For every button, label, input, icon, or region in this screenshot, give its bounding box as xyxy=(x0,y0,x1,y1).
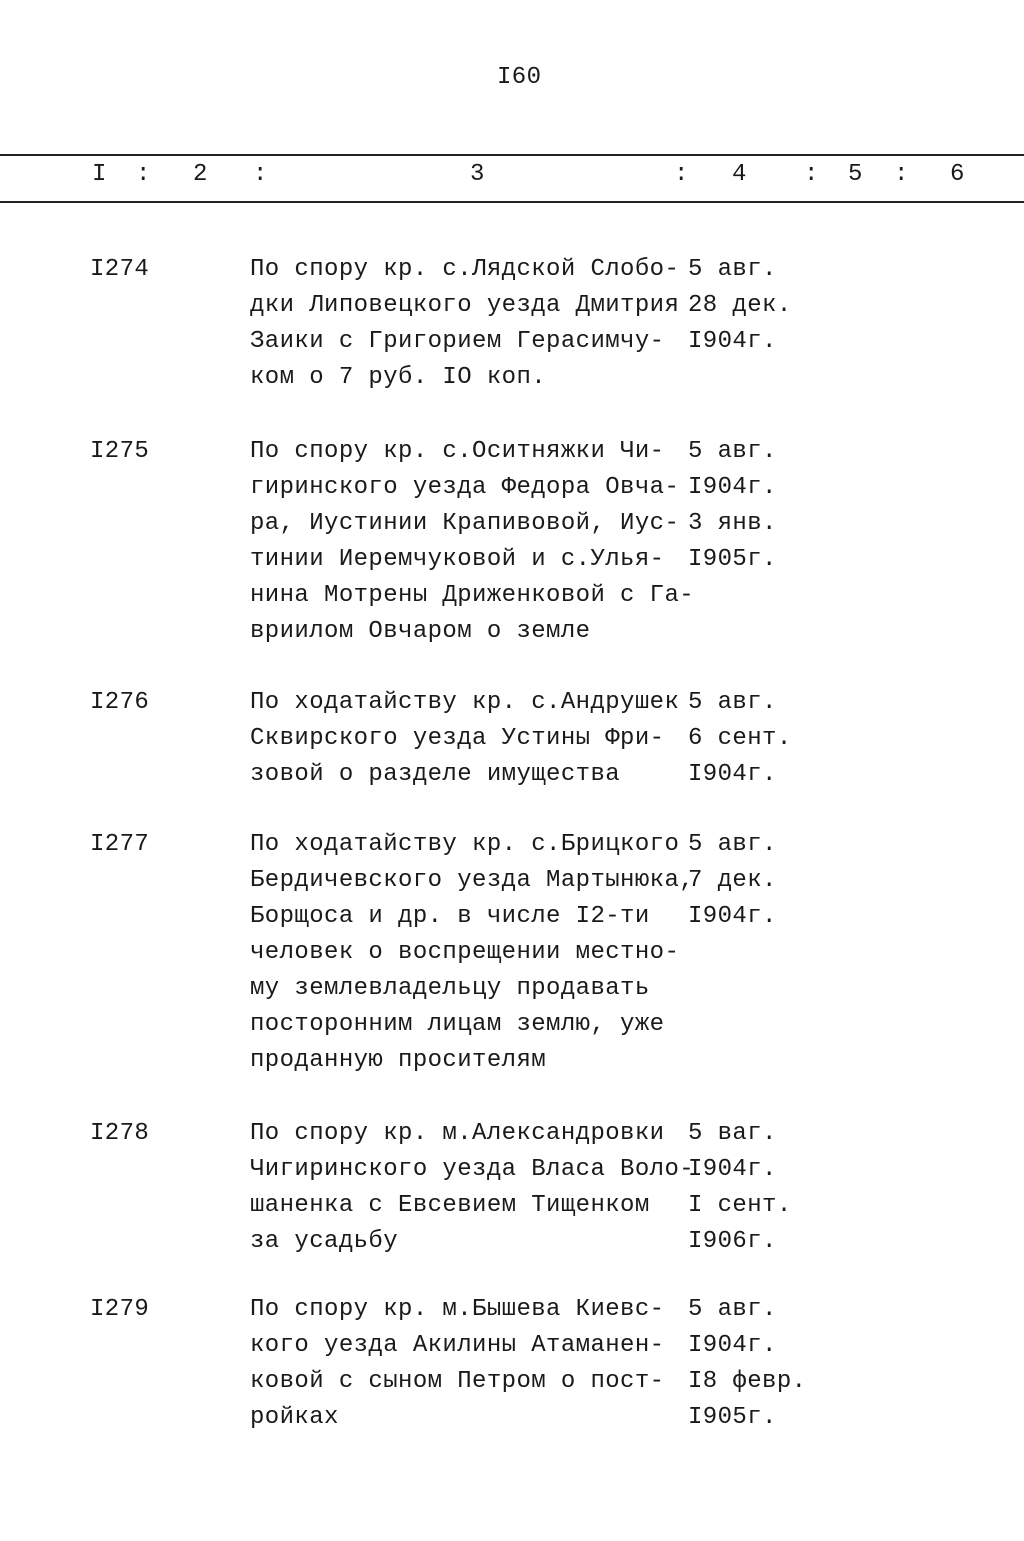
description-line: человек о воспрещении местно- xyxy=(250,939,680,966)
case-dates xyxy=(688,252,792,360)
header-bottom-rule xyxy=(0,201,1024,203)
column-header-1: I xyxy=(92,161,107,188)
description-line: проданную просителям xyxy=(250,1047,547,1074)
description-line: Борщоса и др. в числе I2-ти xyxy=(250,903,650,930)
date-line: I904г. xyxy=(688,761,777,788)
date-line: I904г. xyxy=(688,474,777,501)
case-number: I274 xyxy=(90,256,150,283)
date-line: 5 авг. xyxy=(688,256,777,283)
case-description xyxy=(250,252,679,396)
case-dates xyxy=(688,1292,806,1436)
description-line: Заики с Григорием Герасимчу- xyxy=(250,328,665,355)
column-header-4: 4 xyxy=(732,161,747,188)
case-dates xyxy=(688,1116,792,1260)
page-number: I60 xyxy=(497,64,542,91)
case-description xyxy=(250,685,679,793)
date-line: I906г. xyxy=(688,1228,777,1255)
description-line: Бердичевского уезда Мартынюка, xyxy=(250,867,695,894)
date-line: I905г. xyxy=(688,1404,777,1431)
description-line: По спору кр. м.Бышева Киевс- xyxy=(250,1296,665,1323)
description-line: По ходатайству кр. с.Брицкого xyxy=(250,831,680,858)
date-line: I904г. xyxy=(688,1332,777,1359)
date-line: 28 дек. xyxy=(688,292,792,319)
date-line: 5 авг. xyxy=(688,689,777,716)
description-line: нина Мотрены Дриженковой с Га- xyxy=(250,582,695,609)
date-line: I904г. xyxy=(688,1156,777,1183)
column-separator: : xyxy=(674,161,689,188)
date-line: 3 янв. xyxy=(688,510,777,537)
case-number: I277 xyxy=(90,831,150,858)
date-line: 6 сент. xyxy=(688,725,792,752)
date-line: 5 авг. xyxy=(688,831,777,858)
date-line: 5 авг. xyxy=(688,438,777,465)
description-line: По спору кр. с.Оситняжки Чи- xyxy=(250,438,665,465)
case-dates xyxy=(688,827,777,935)
description-line: ковой с сыном Петром о пост- xyxy=(250,1368,665,1395)
case-description xyxy=(250,827,694,1079)
date-line: I8 февр. xyxy=(688,1368,807,1395)
description-line: По спору кр. с.Лядской Слобо- xyxy=(250,256,680,283)
description-line: ра, Иустинии Крапивовой, Иус- xyxy=(250,510,680,537)
column-separator: : xyxy=(804,161,819,188)
description-line: посторонним лицам землю, уже xyxy=(250,1011,665,1038)
date-line: 5 авг. xyxy=(688,1296,777,1323)
header-top-rule xyxy=(0,154,1024,156)
column-header-5: 5 xyxy=(848,161,863,188)
description-line: Чигиринского уезда Власа Воло- xyxy=(250,1156,695,1183)
column-header-2: 2 xyxy=(193,161,208,188)
date-line: 5 ваг. xyxy=(688,1120,777,1147)
case-description xyxy=(250,434,694,650)
description-line: По спору кр. м.Александровки xyxy=(250,1120,665,1147)
case-dates xyxy=(688,685,792,793)
column-separator: : xyxy=(894,161,909,188)
description-line: Сквирского уезда Устины Фри- xyxy=(250,725,665,752)
case-number: I279 xyxy=(90,1296,150,1323)
case-description xyxy=(250,1116,694,1260)
column-header-6: 6 xyxy=(950,161,965,188)
description-line: ком о 7 руб. IO коп. xyxy=(250,364,547,391)
case-number: I275 xyxy=(90,438,150,465)
description-line: вриилом Овчаром о земле xyxy=(250,618,591,645)
date-line: 7 дек. xyxy=(688,867,777,894)
case-number: I278 xyxy=(90,1120,150,1147)
description-line: му землевладельцу продавать xyxy=(250,975,650,1002)
date-line: I905г. xyxy=(688,546,777,573)
column-separator: : xyxy=(253,161,268,188)
description-line: По ходатайству кр. с.Андрушек xyxy=(250,689,680,716)
case-dates xyxy=(688,434,777,578)
description-line: гиринского уезда Федора Овча- xyxy=(250,474,680,501)
description-line: зовой о разделе имущества xyxy=(250,761,621,788)
description-line: шаненка с Евсевием Тищенком xyxy=(250,1192,650,1219)
date-line: I904г. xyxy=(688,903,777,930)
description-line: кого уезда Акилины Атаманен- xyxy=(250,1332,665,1359)
column-separator: : xyxy=(136,161,151,188)
column-header-3: 3 xyxy=(470,161,485,188)
description-line: ройках xyxy=(250,1404,339,1431)
description-line: тинии Иеремчуковой и с.Улья- xyxy=(250,546,665,573)
description-line: за усадьбу xyxy=(250,1228,399,1255)
case-description xyxy=(250,1292,664,1436)
date-line: I904г. xyxy=(688,328,777,355)
case-number: I276 xyxy=(90,689,150,716)
date-line: I сент. xyxy=(688,1192,792,1219)
description-line: дки Липовецкого уезда Дмитрия xyxy=(250,292,680,319)
